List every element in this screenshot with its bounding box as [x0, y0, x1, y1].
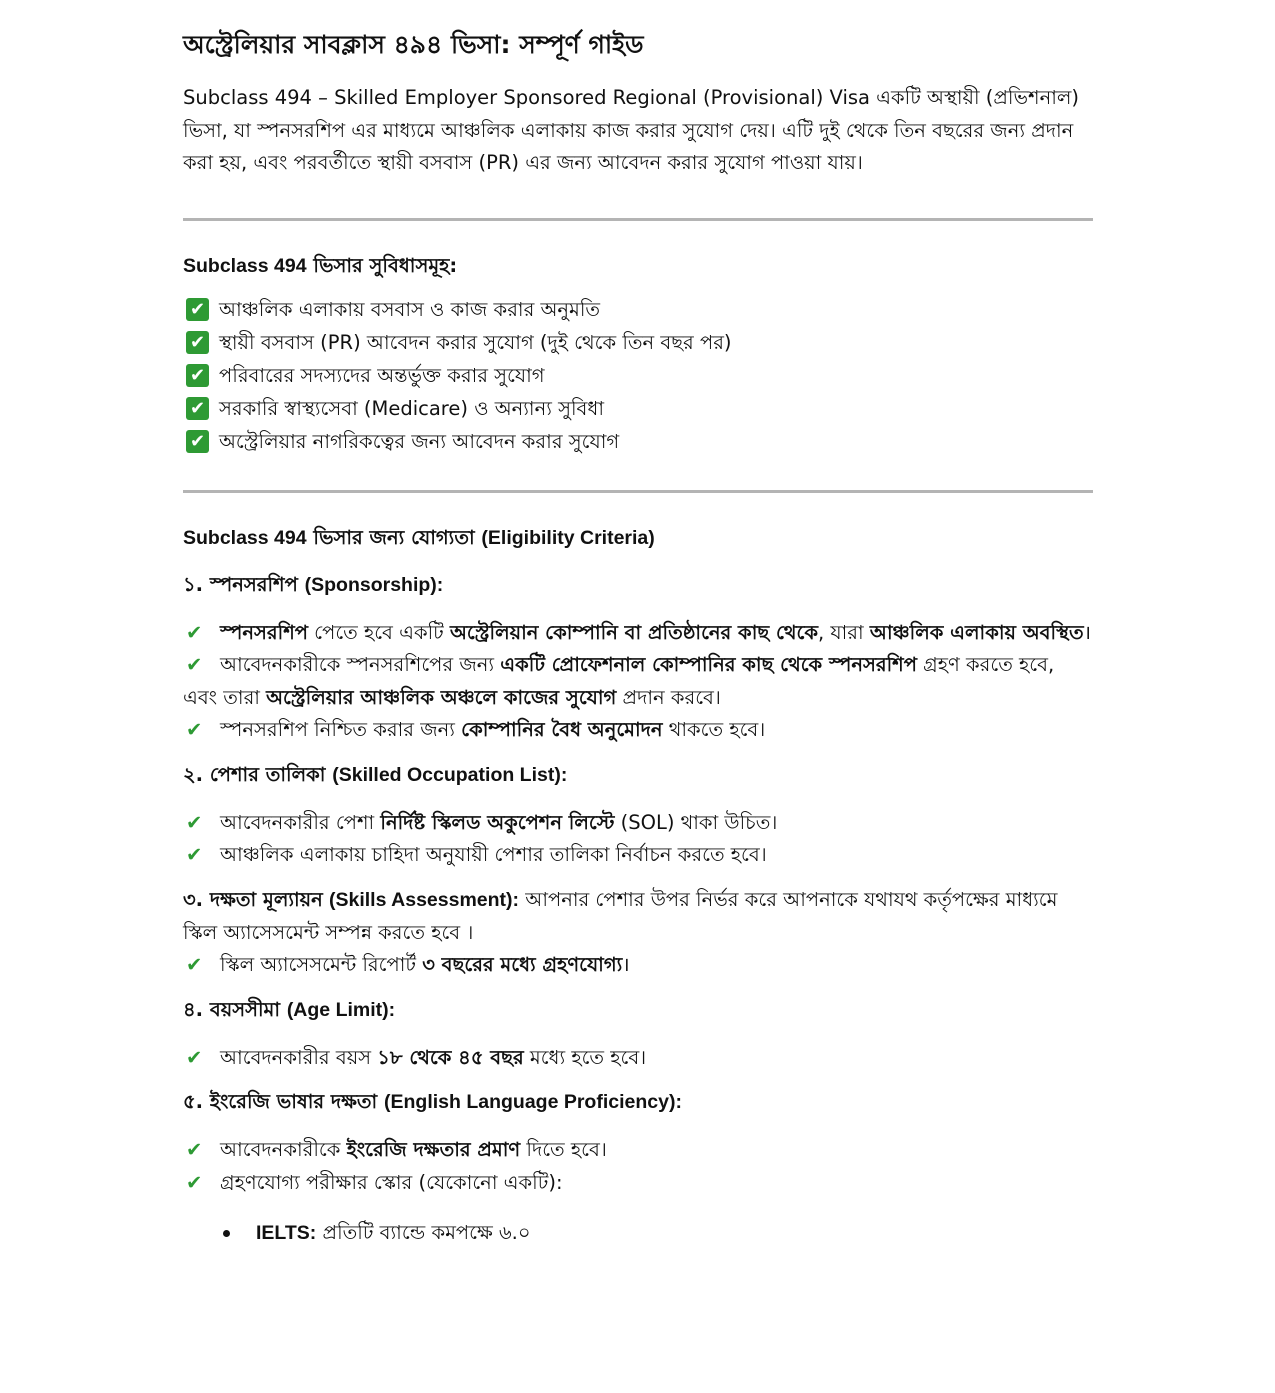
bold-text: স্পনসরশিপ: [220, 620, 308, 644]
text: দিতে হবে।: [520, 1138, 607, 1162]
intro-paragraph: Subclass 494 – Skilled Employer Sponsored Regional (Provisional) Visa একটি অস্থায়ী (প্রভিশনাল) ভিসা, যা স্পনসরশিপ এর মাধ্যমে আঞ্চলিক এলাকায় কাজ করার সুযোগ দেয়। এটি দুই থেকে তিন বছরের জন্য প্রদান করা হয়, এবং পরবর্তীতে স্থায়ী বসবাস (PR) এর জন্য আবেদন করার সুযোগ পাওয়া যায়।: [183, 86, 1080, 174]
text: ।: [622, 953, 630, 977]
bold-text: নির্দিষ্ট স্কিলড অকুপেশন লিস্টে: [380, 810, 615, 834]
skills-point: [183, 949, 1093, 982]
eligibility-title-en: Subclass 494: [183, 526, 307, 549]
occupation-heading-bn: ২. পেশার তালিকা: [183, 762, 326, 786]
sponsorship-heading: [183, 569, 1093, 601]
occupation-point: [183, 807, 1093, 840]
text: স্পনসরশিপ নিশ্চিত করার জন্য: [220, 718, 462, 742]
text: প্রদান করবে।: [616, 685, 721, 709]
check-box-icon: ✔: [186, 331, 209, 354]
english-heading-en: (English Language Proficiency):: [384, 1091, 682, 1114]
check-mark-icon: ✔: [186, 953, 203, 977]
benefit-text: আঞ্চলিক এলাকায় বসবাস ও কাজ করার অনুমতি: [219, 297, 601, 321]
benefits-heading: [183, 251, 1093, 281]
english-point: [183, 1167, 1093, 1200]
benefit-item: [183, 293, 1093, 326]
bold-text: ১৮ থেকে ৪৫ বছর: [377, 1045, 524, 1069]
text: গ্রহণযোগ্য পরীক্ষার স্কোর (যেকোনো একটি):: [220, 1171, 563, 1195]
benefit-text: পরিবারের সদস্যদের অন্তর্ভুক্ত করার সুযোগ: [219, 363, 545, 387]
eligibility-title-bn: ভিসার জন্য যোগ্যতা: [313, 525, 475, 549]
skills-block: [183, 949, 1093, 982]
occupation-point: [183, 839, 1093, 872]
bold-text: কোম্পানির বৈধ অনুমোদন: [461, 718, 663, 742]
sponsorship-point: [183, 649, 1093, 714]
bold-text: ইংরেজি দক্ষতার প্রমাণ: [346, 1138, 521, 1162]
text: স্কিল অ্যাসেসমেন্ট রিপোর্ট: [220, 953, 423, 977]
age-block: [183, 1042, 1093, 1075]
sponsorship-heading-en: (Sponsorship):: [304, 573, 444, 596]
test-score-item: [183, 1218, 1093, 1248]
age-heading: [183, 994, 1093, 1026]
text: আবেদনকারীকে স্পনসরশিপের জন্য: [220, 653, 501, 677]
sponsorship-heading-bn: ১. স্পনসরশিপ: [183, 572, 298, 596]
check-mark-icon: ✔: [186, 1045, 203, 1069]
skills-assessment-paragraph: [183, 884, 1093, 949]
divider: [183, 490, 1093, 493]
benefit-item: [183, 359, 1093, 392]
check-mark-icon: ✔: [186, 653, 203, 677]
english-heading-bn: ৫. ইংরেজি ভাষার দক্ষতা: [183, 1090, 378, 1114]
document-page: [183, 28, 1093, 1248]
text: পেতে হবে একটি: [307, 620, 450, 644]
occupation-block: [183, 807, 1093, 872]
divider: [183, 218, 1093, 221]
benefit-item: [183, 425, 1093, 458]
test-score: প্রতিটি ব্যান্ডে কমপক্ষে ৬.০: [316, 1220, 531, 1244]
bold-text: একটি প্রোফেশনাল কোম্পানির কাছ থেকে স্পনসরশিপ: [500, 653, 917, 677]
skills-heading-bn: ৩. দক্ষতা মূল্যায়ন: [183, 888, 323, 912]
benefit-text: অস্ট্রেলিয়ার নাগরিকত্বের জন্য আবেদন করার সুযোগ: [219, 429, 620, 453]
benefits-list: [183, 293, 1093, 458]
eligibility-title: [183, 523, 1093, 553]
text: মধ্যে হতে হবে।: [523, 1045, 647, 1069]
benefit-item: [183, 392, 1093, 425]
bullet-icon: [223, 1230, 230, 1237]
check-box-icon: ✔: [186, 364, 209, 387]
check-mark-icon: ✔: [186, 1138, 203, 1162]
age-heading-en: (Age Limit):: [286, 998, 396, 1021]
check-mark-icon: ✔: [186, 843, 203, 867]
age-heading-bn: ৪. বয়সসীমা: [183, 997, 281, 1021]
check-box-icon: ✔: [186, 397, 209, 420]
sponsorship-point: [183, 714, 1093, 747]
text: (SOL) থাকা উচিত।: [614, 810, 778, 834]
text: আবেদনকারীর বয়স: [220, 1045, 378, 1069]
occupation-heading-en: (Skilled Occupation List):: [332, 763, 568, 786]
page-title: অস্ট্রেলিয়ার সাবক্লাস ৪৯৪ ভিসা: সম্পূর্ণ গাইড: [183, 30, 644, 59]
text: ।: [1083, 620, 1092, 644]
benefits-heading-bn: ভিসার সুবিধাসমূহ:: [313, 253, 458, 277]
check-mark-icon: ✔: [186, 620, 203, 644]
text: আবেদনকারীর পেশা: [220, 810, 381, 834]
sponsorship-block: [183, 617, 1093, 747]
benefits-heading-en: Subclass 494: [183, 254, 307, 277]
bold-text: অস্ট্রেলিয়ান কোম্পানি বা প্রতিষ্ঠানের কাছ থেকে: [450, 620, 818, 644]
sponsorship-point: [183, 617, 1093, 650]
text: , যারা: [817, 620, 870, 644]
bold-text: অস্ট্রেলিয়ার আঞ্চলিক অঞ্চলে কাজের সুযোগ: [266, 685, 617, 709]
skills-text: আপনার পেশার উপর নির্ভর করে আপনাকে যথাযথ কর্তৃপক্ষের মাধ্যমে স্কিল অ্যাসেসমেন্ট সম্পন্ন করতে হবে ।: [183, 888, 1058, 944]
check-mark-icon: ✔: [186, 1171, 203, 1195]
check-box-icon: ✔: [186, 298, 209, 321]
text: আঞ্চলিক এলাকায় চাহিদা অনুযায়ী পেশার তালিকা নির্বাচন করতে হবে।: [220, 843, 767, 867]
skills-heading-en: (Skills Assessment):: [329, 889, 520, 912]
check-mark-icon: ✔: [186, 718, 203, 742]
text: আবেদনকারীকে: [220, 1138, 347, 1162]
benefit-text: সরকারি স্বাস্থ্যসেবা (Medicare) ও অন্যান্য সুবিধা: [219, 396, 604, 420]
text: গ্রহণ করতে হবে, এবং তারা: [183, 653, 1055, 709]
test-name: IELTS:: [256, 1221, 317, 1244]
english-point: [183, 1134, 1093, 1167]
occupation-heading: [183, 759, 1093, 791]
eligibility-title-paren: (Eligibility Criteria): [481, 526, 655, 549]
english-block: [183, 1134, 1093, 1247]
benefit-text: স্থায়ী বসবাস (PR) আবেদন করার সুযোগ (দুই থেকে তিন বছর পর): [219, 330, 732, 354]
check-box-icon: ✔: [186, 430, 209, 453]
age-point: [183, 1042, 1093, 1075]
text: থাকতে হবে।: [662, 718, 766, 742]
test-score-list: [183, 1218, 1093, 1248]
benefit-item: [183, 326, 1093, 359]
bold-text: আঞ্চলিক এলাকায় অবস্থিত: [869, 620, 1084, 644]
bold-text: ৩ বছরের মধ্যে গ্রহণযোগ্য: [422, 953, 623, 977]
english-heading: [183, 1086, 1093, 1118]
check-mark-icon: ✔: [186, 810, 203, 834]
